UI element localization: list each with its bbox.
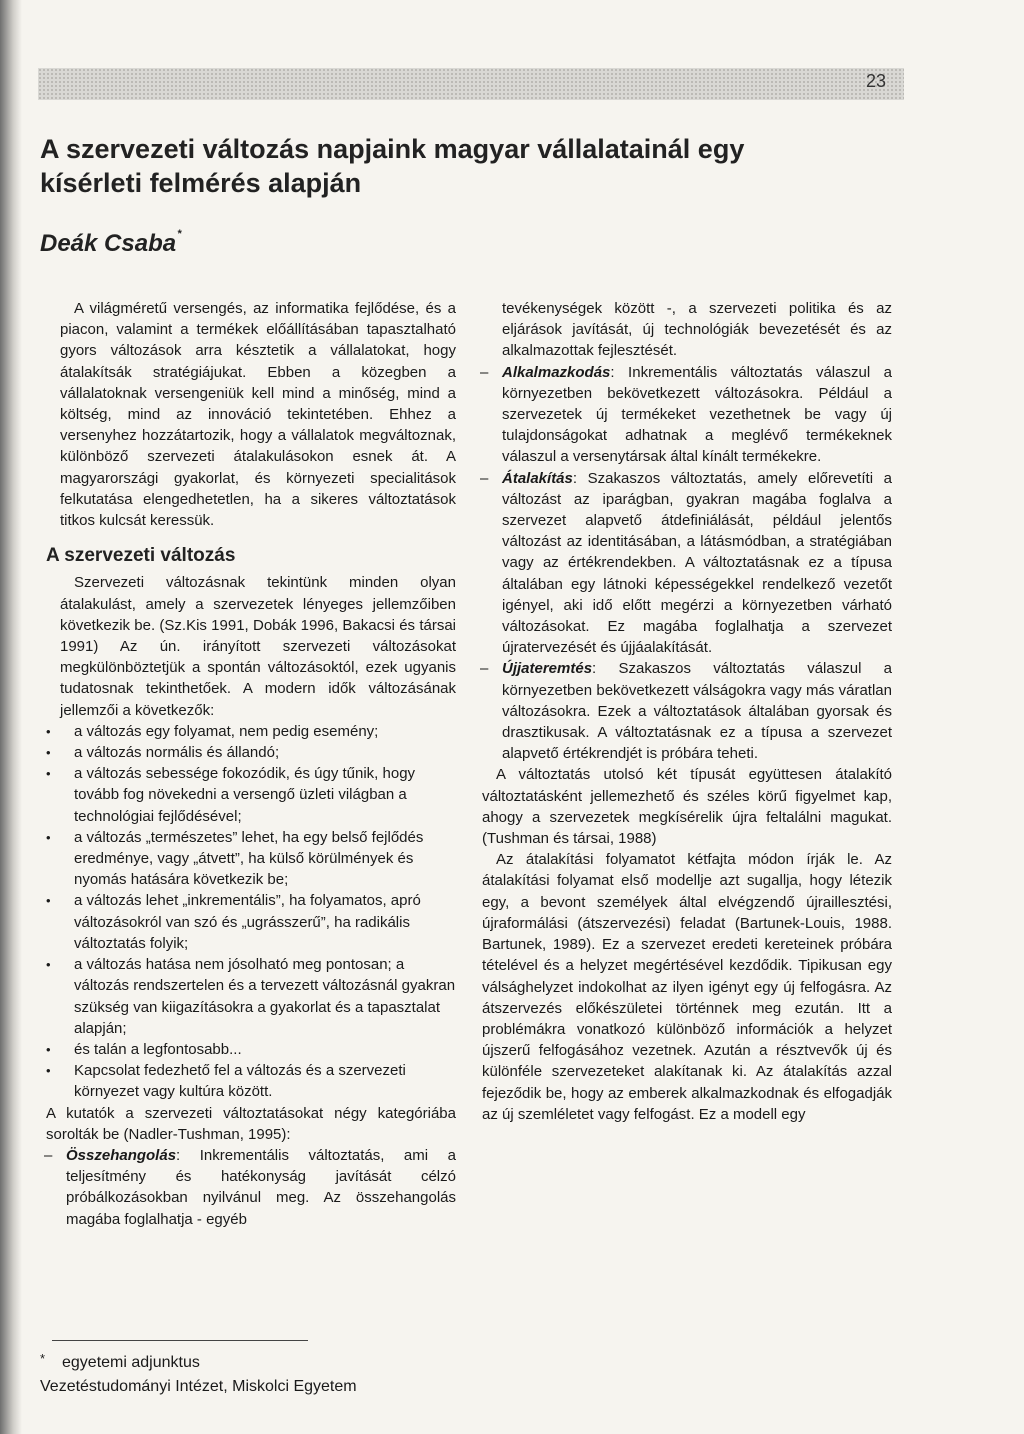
right-column (482, 298, 892, 1125)
page-number: 23 (865, 71, 886, 91)
body-paragraph: A változtatás utolsó két típusát együttesen átalakító változtatásként jellemezhető és széles körű figyelmet kap, ahogy a szervezetek megkísérelik újra feltalálni magukat. (Tushman és társai, 1988) (482, 766, 892, 848)
left-column (44, 298, 456, 1230)
author-footnote-mark: * (177, 228, 182, 240)
article-title: A szervezeti változás napjaink magyar vállalatainál egy kísérleti felmérés alapján (40, 134, 745, 198)
list-item (482, 468, 892, 659)
list-item: • Kapcsolat fedezhető fel a változás és a szervezeti környezet vagy kultúra között. (60, 1060, 456, 1102)
list-item: • a változás egy folyamat, nem pedig esemény; (60, 721, 456, 742)
list-item: • a változás sebessége fokozódik, és úgy tűnik, hogy tovább fog növekedni a versengő üzleti világban a technológiai fejlődésével; (60, 763, 456, 827)
list-item (482, 658, 892, 764)
continuation-text: tevékenységek között -, a szervezeti politika és az eljárások javítását, új technológiák bevezetését és az alkalmazottak fejlesztését. (502, 300, 892, 360)
intro-paragraph: A világméretű versengés, az informatika fejlődése, és a piacon, valamint a termékek előállításában tapasztalható gyors változások arra késztetik a vállalatokat, hogy átalakítsák stratégiájukat. Ebben a közegben a vállalatoknak versengeniük kell mind a minőség, mind a költség, mind az innováció tekintetében. Ehhez a versenyhez hozzátartozik, hogy a vállalatok megváltoznak, különböző szervezeti átalakulásokon esnek át. A magyarországi gyakorlat, és környezeti specialitások felkutatása elengedhetetlen, ha a sikeres változtatások titkos kulcsát keressük. (60, 300, 456, 530)
term-atalakitas: Átalakítás (502, 469, 573, 487)
term-description: : Inkrementális változtatás válaszul a környezetben bekövetkezett változásokra. Például a szervezetek új termékeket vezethetnek be vagy új tulajdonságokat adhatnak a meglévő termékeknek válaszul a versenytársak által kínált termékekre. (502, 363, 892, 466)
article-author (40, 228, 181, 258)
running-header-bar (38, 68, 904, 100)
footnote-mark: * (40, 1351, 46, 1366)
dash-marker: – (44, 1146, 53, 1164)
section-heading: A szervezeti változás (46, 545, 236, 567)
dash-marker: – (480, 363, 489, 381)
category-list-start (46, 1145, 456, 1230)
footnote (40, 1351, 357, 1399)
list-item: • és talán a legfontosabb... (60, 1039, 456, 1060)
page-gutter-shadow (0, 0, 22, 1434)
list-item: • a változás lehet „inkrementális”, ha folyamatos, apró változásokról van szó és „ugrásszerű”, ha radikális változtatás folyik; (60, 890, 456, 954)
term-description: : Szakaszos változtatás, amely előrevetíti a változást az iparágban, gyakran magába foglalva a szervezet alapvető átdefiniálását, például jelentős változást az identitásában, a látásmódban, a stratégiában vagy az értékrendekben. A változtatásnak ez a típusa általában egy látnoki képességekkel rendelkező vezetőt igényel, aki idő előtt megérzi a környezetben várható változásokat. Ez magába foglalhatja a szervezet újratervezését és újjáalakítását. (502, 469, 892, 657)
term-alkalmazkodas: Alkalmazkodás (502, 363, 611, 381)
dash-marker: – (480, 660, 489, 678)
categories-intro: A kutatók a szervezeti változtatásokat négy kategóriába sorolták be (Nadler-Tushman, 1995): (46, 1104, 456, 1143)
footnote-affiliation-title: egyetemi adjunktus (62, 1354, 200, 1371)
dash-marker: – (480, 469, 489, 487)
list-item: • a változás normális és állandó; (60, 742, 456, 763)
term-description: : Szakaszos változtatás válaszul a környezetben bekövetkezett válságokra vagy más váratlan változásokra. Ezek a változtatások általában gyorsak és drasztikusak. A változtatásnak ez a típusa a szervezet alapvető értékrendjét is próbára teheti. (502, 660, 892, 763)
characteristics-list (60, 721, 456, 1103)
author-name: Deák Csaba (40, 230, 177, 257)
footnote-divider (52, 1340, 308, 1341)
category-list-continued (482, 362, 892, 765)
body-paragraph: Az átalakítási folyamatot kétfajta módon írják le. Az átalakítási folyamat első modellje azt sugallja, hogy létezik egy, a bevont személyek által elvégzendő újraillesztési, újraformálási (átszervezési) feladat (Bartunek-Louis, 1988. Bartunek, 1989). Ez a szervezet eredeti kereteinek próbára tételével és a helyzet megértésével kezdődik. Tipikusan egy válsághelyzet indokolhat az ilyen igényt egy új felfogásra. Az átszervezés előkészületei történnek meg ezután. Itt a problémákra vonatkozó különböző információk a helyzet újszerű felfogásához vezetnek. Azután a résztvevők új és különféle szervezeteket alakítanak ki. Az átalakítás azzal fejeződik be, hogy az emberek alkalmazkodnak és elfogadják az új szemléletet vagy felfogást. Ez a modell egy (482, 851, 892, 1123)
term-description: : Inkrementális változtatás, ami a teljesítmény és hatékonyság javítását célzó próbálkozásokban nyilvánul meg. Az összehangolás magába foglalhatja - egyéb (66, 1146, 456, 1228)
list-item: • a változás „természetes” lehet, ha egy belső fejlődés eredménye, vagy „átvett”, ha külső körülmények és nyomás hatására következik be; (60, 827, 456, 891)
footnote-affiliation-institute: Vezetéstudományi Intézet, Miskolci Egyetem (40, 1378, 357, 1395)
term-ujjateremtes: Újjateremtés (502, 660, 593, 678)
list-item (482, 362, 892, 468)
section-paragraph: Szervezeti változásnak tekintünk minden olyan átalakulást, amely a szervezetek lényeges jellemzőiben következik be. (Sz.Kis 1991, Dobák 1996, Bakacsi és társai 1991) Az ún. irányított szervezeti változásokat megkülönböztetjük a spontán változásoktól, ezek ugyanis tudatosnak tekinthetőek. A modern idők változásának jellemzői a következők: (60, 574, 456, 719)
list-item: • a változás hatása nem jósolható meg pontosan; a változás rendszertelen és a tervezett változásnál gyakran szükség van kiigazításokra a gyakorlat és a tapasztalat alapján; (60, 954, 456, 1039)
term-osszehangolas: Összehangolás (66, 1146, 177, 1164)
list-item (46, 1145, 456, 1230)
